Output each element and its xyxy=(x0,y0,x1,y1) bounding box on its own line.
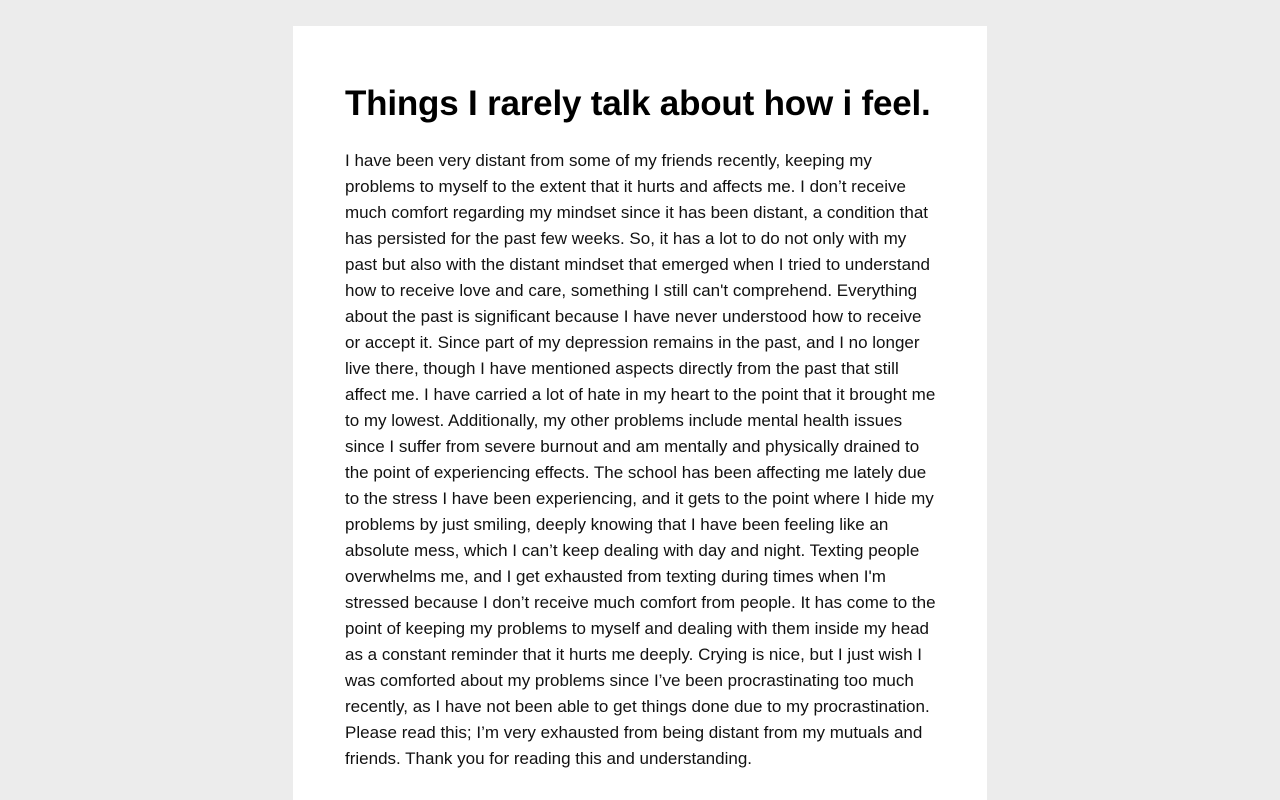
article-body: I have been very distant from some of my friends recently, keeping my problems to myself to the extent that it hurts and affects me. I don’t receive much comfort regarding my mindset since it has been distant, a condition that has persisted for the past few weeks. So, it has a lot to do not only with my past but also with the distant mindset that emerged when I tried to understand how to receive love and care, something I still can't comprehend. Everything about the past is significant because I have never understood how to receive or accept it. Since part of my depression remains in the past, and I no longer live there, though I have mentioned aspects directly from the past that still affect me. I have carried a lot of hate in my heart to the point that it brought me to my lowest. Additionally, my other problems include mental health issues since I suffer from severe burnout and am mentally and physically drained to the point of experiencing effects. The school has been affecting me lately due to the stress I have been experiencing, and it gets to the point where I hide my problems by just smiling, deeply knowing that I have been feeling like an absolute mess, which I can’t keep dealing with day and night. Texting people overwhelms me, and I get exhausted from texting during times when I'm stressed because I don’t receive much comfort from people. It has come to the point of keeping my problems to myself and dealing with them inside my head as a constant reminder that it hurts me deeply. Crying is nice, but I just wish I was comforted about my problems since I’ve been procrastinating too much recently, as I have not been able to get things done due to my procrastination. Please read this; I’m very exhausted from being distant from my mutuals and friends. Thank you for reading this and understanding. xyxy=(345,151,936,768)
article-title: Things I rarely talk about how i feel. xyxy=(345,84,931,123)
article-card xyxy=(293,26,987,800)
